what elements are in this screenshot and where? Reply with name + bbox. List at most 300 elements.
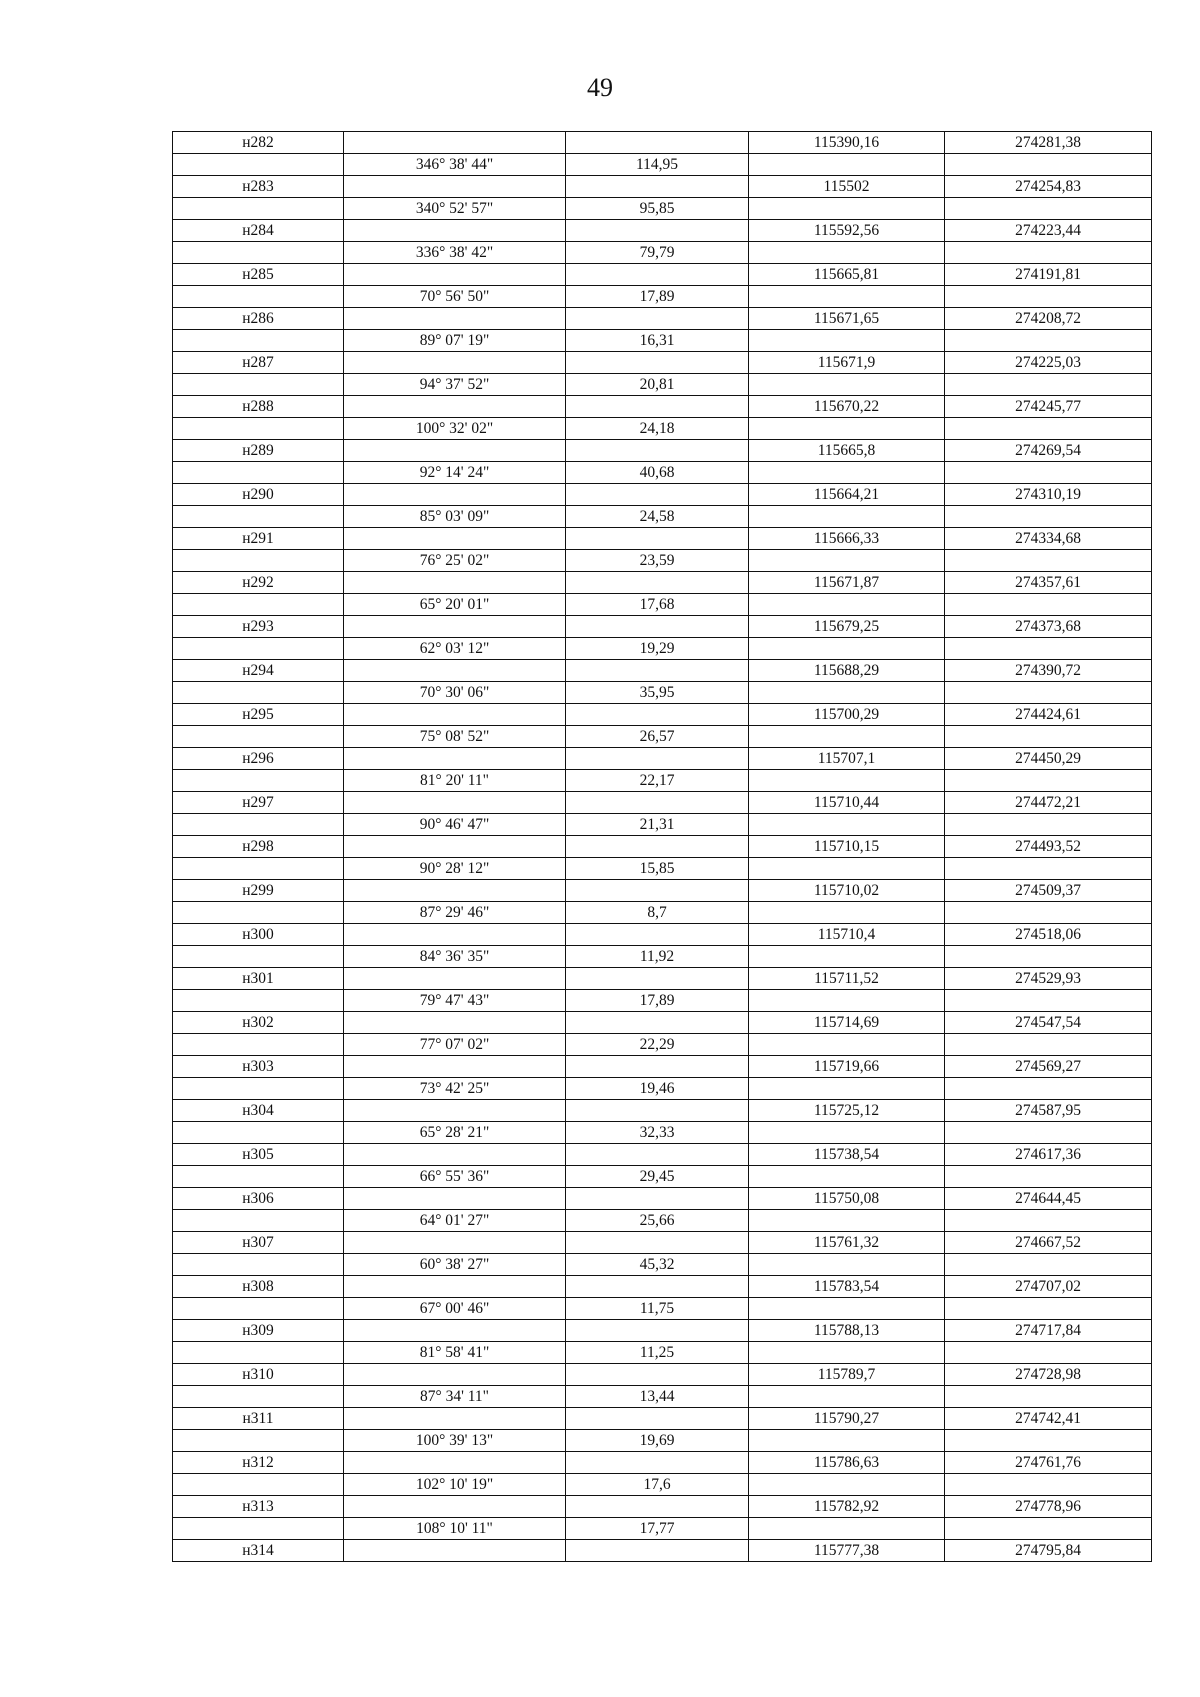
distance-cell: 22,17: [566, 770, 749, 792]
empty-cell: [749, 550, 945, 572]
empty-cell: [344, 1540, 566, 1562]
x-coordinate-cell: 115700,29: [749, 704, 945, 726]
empty-cell: [566, 1408, 749, 1430]
segment-row: [173, 1034, 1152, 1056]
point-row: [173, 1144, 1152, 1166]
direction-angle-cell: 346° 38' 44": [344, 154, 566, 176]
point-row: [173, 1320, 1152, 1342]
empty-cell: [173, 242, 344, 264]
empty-cell: [566, 572, 749, 594]
point-name-cell: н314: [173, 1540, 344, 1562]
empty-cell: [344, 1452, 566, 1474]
empty-cell: [566, 1056, 749, 1078]
empty-cell: [945, 1386, 1152, 1408]
point-row: [173, 924, 1152, 946]
y-coordinate-cell: 274518,06: [945, 924, 1152, 946]
direction-angle-cell: 70° 30' 06": [344, 682, 566, 704]
empty-cell: [344, 660, 566, 682]
empty-cell: [173, 902, 344, 924]
empty-cell: [566, 1276, 749, 1298]
empty-cell: [945, 990, 1152, 1012]
distance-cell: 22,29: [566, 1034, 749, 1056]
empty-cell: [173, 330, 344, 352]
empty-cell: [173, 1210, 344, 1232]
point-name-cell: н282: [173, 132, 344, 154]
x-coordinate-cell: 115761,32: [749, 1232, 945, 1254]
point-row: [173, 1188, 1152, 1210]
distance-cell: 26,57: [566, 726, 749, 748]
direction-angle-cell: 90° 28' 12": [344, 858, 566, 880]
x-coordinate-cell: 115710,4: [749, 924, 945, 946]
direction-angle-cell: 85° 03' 09": [344, 506, 566, 528]
empty-cell: [945, 1254, 1152, 1276]
y-coordinate-cell: 274587,95: [945, 1100, 1152, 1122]
empty-cell: [945, 462, 1152, 484]
empty-cell: [566, 1452, 749, 1474]
direction-angle-cell: 67° 00' 46": [344, 1298, 566, 1320]
direction-angle-cell: 77° 07' 02": [344, 1034, 566, 1056]
y-coordinate-cell: 274310,19: [945, 484, 1152, 506]
y-coordinate-cell: 274644,45: [945, 1188, 1152, 1210]
empty-cell: [566, 1496, 749, 1518]
segment-row: [173, 946, 1152, 968]
empty-cell: [344, 220, 566, 242]
point-row: [173, 704, 1152, 726]
empty-cell: [945, 682, 1152, 704]
empty-cell: [344, 440, 566, 462]
empty-cell: [344, 1012, 566, 1034]
point-row: [173, 440, 1152, 462]
empty-cell: [344, 176, 566, 198]
point-row: [173, 132, 1152, 154]
point-row: [173, 1276, 1152, 1298]
empty-cell: [945, 374, 1152, 396]
empty-cell: [945, 242, 1152, 264]
empty-cell: [344, 1276, 566, 1298]
empty-cell: [749, 594, 945, 616]
y-coordinate-cell: 274281,38: [945, 132, 1152, 154]
empty-cell: [173, 990, 344, 1012]
empty-cell: [749, 462, 945, 484]
empty-cell: [945, 858, 1152, 880]
point-name-cell: н313: [173, 1496, 344, 1518]
point-name-cell: н309: [173, 1320, 344, 1342]
segment-row: [173, 550, 1152, 572]
y-coordinate-cell: 274334,68: [945, 528, 1152, 550]
empty-cell: [344, 484, 566, 506]
empty-cell: [566, 660, 749, 682]
empty-cell: [173, 506, 344, 528]
point-name-cell: н301: [173, 968, 344, 990]
empty-cell: [749, 1430, 945, 1452]
x-coordinate-cell: 115710,02: [749, 880, 945, 902]
y-coordinate-cell: 274245,77: [945, 396, 1152, 418]
distance-cell: 17,6: [566, 1474, 749, 1496]
empty-cell: [749, 1342, 945, 1364]
empty-cell: [749, 198, 945, 220]
x-coordinate-cell: 115664,21: [749, 484, 945, 506]
empty-cell: [566, 704, 749, 726]
empty-cell: [344, 1496, 566, 1518]
distance-cell: 23,59: [566, 550, 749, 572]
distance-cell: 11,25: [566, 1342, 749, 1364]
empty-cell: [566, 1232, 749, 1254]
empty-cell: [749, 1078, 945, 1100]
segment-row: [173, 462, 1152, 484]
empty-cell: [566, 264, 749, 286]
empty-cell: [945, 1166, 1152, 1188]
empty-cell: [566, 1012, 749, 1034]
segment-row: [173, 1122, 1152, 1144]
empty-cell: [344, 1188, 566, 1210]
empty-cell: [173, 858, 344, 880]
empty-cell: [945, 814, 1152, 836]
empty-cell: [945, 550, 1152, 572]
distance-cell: 11,75: [566, 1298, 749, 1320]
empty-cell: [749, 1474, 945, 1496]
segment-row: [173, 594, 1152, 616]
distance-cell: 20,81: [566, 374, 749, 396]
point-name-cell: н289: [173, 440, 344, 462]
point-row: [173, 308, 1152, 330]
empty-cell: [945, 1430, 1152, 1452]
direction-angle-cell: 89° 07' 19": [344, 330, 566, 352]
point-name-cell: н283: [173, 176, 344, 198]
empty-cell: [566, 924, 749, 946]
direction-angle-cell: 92° 14' 24": [344, 462, 566, 484]
x-coordinate-cell: 115777,38: [749, 1540, 945, 1562]
x-coordinate-cell: 115390,16: [749, 132, 945, 154]
point-name-cell: н296: [173, 748, 344, 770]
empty-cell: [344, 616, 566, 638]
distance-cell: 19,29: [566, 638, 749, 660]
empty-cell: [344, 836, 566, 858]
empty-cell: [749, 286, 945, 308]
point-row: [173, 616, 1152, 638]
direction-angle-cell: 70° 56' 50": [344, 286, 566, 308]
empty-cell: [566, 1188, 749, 1210]
empty-cell: [566, 308, 749, 330]
point-name-cell: н292: [173, 572, 344, 594]
y-coordinate-cell: 274761,76: [945, 1452, 1152, 1474]
empty-cell: [945, 506, 1152, 528]
segment-row: [173, 154, 1152, 176]
x-coordinate-cell: 115786,63: [749, 1452, 945, 1474]
segment-row: [173, 330, 1152, 352]
direction-angle-cell: 87° 34' 11": [344, 1386, 566, 1408]
point-row: [173, 1452, 1152, 1474]
point-name-cell: н308: [173, 1276, 344, 1298]
empty-cell: [749, 770, 945, 792]
x-coordinate-cell: 115679,25: [749, 616, 945, 638]
empty-cell: [566, 880, 749, 902]
y-coordinate-cell: 274357,61: [945, 572, 1152, 594]
empty-cell: [173, 154, 344, 176]
distance-cell: 19,46: [566, 1078, 749, 1100]
segment-row: [173, 242, 1152, 264]
empty-cell: [945, 1298, 1152, 1320]
point-name-cell: н287: [173, 352, 344, 374]
distance-cell: 17,89: [566, 286, 749, 308]
empty-cell: [173, 1518, 344, 1540]
empty-cell: [749, 858, 945, 880]
y-coordinate-cell: 274728,98: [945, 1364, 1152, 1386]
x-coordinate-cell: 115671,65: [749, 308, 945, 330]
point-row: [173, 1540, 1152, 1562]
page-number: 49: [587, 73, 613, 102]
empty-cell: [566, 616, 749, 638]
point-name-cell: н293: [173, 616, 344, 638]
segment-row: [173, 902, 1152, 924]
empty-cell: [173, 814, 344, 836]
x-coordinate-cell: 115710,44: [749, 792, 945, 814]
empty-cell: [566, 528, 749, 550]
empty-cell: [945, 638, 1152, 660]
empty-cell: [945, 1342, 1152, 1364]
x-coordinate-cell: 115502: [749, 176, 945, 198]
empty-cell: [749, 506, 945, 528]
y-coordinate-cell: 274472,21: [945, 792, 1152, 814]
empty-cell: [344, 968, 566, 990]
segment-row: [173, 858, 1152, 880]
empty-cell: [344, 1056, 566, 1078]
empty-cell: [945, 770, 1152, 792]
y-coordinate-cell: 274424,61: [945, 704, 1152, 726]
empty-cell: [173, 1034, 344, 1056]
empty-cell: [173, 1386, 344, 1408]
x-coordinate-cell: 115783,54: [749, 1276, 945, 1298]
direction-angle-cell: 336° 38' 42": [344, 242, 566, 264]
y-coordinate-cell: 274450,29: [945, 748, 1152, 770]
point-name-cell: н302: [173, 1012, 344, 1034]
point-row: [173, 1012, 1152, 1034]
empty-cell: [344, 748, 566, 770]
x-coordinate-cell: 115670,22: [749, 396, 945, 418]
empty-cell: [173, 1430, 344, 1452]
direction-angle-cell: 60° 38' 27": [344, 1254, 566, 1276]
empty-cell: [749, 1518, 945, 1540]
direction-angle-cell: 75° 08' 52": [344, 726, 566, 748]
point-row: [173, 396, 1152, 418]
y-coordinate-cell: 274509,37: [945, 880, 1152, 902]
x-coordinate-cell: 115592,56: [749, 220, 945, 242]
distance-cell: 8,7: [566, 902, 749, 924]
empty-cell: [566, 1100, 749, 1122]
empty-cell: [945, 946, 1152, 968]
empty-cell: [749, 418, 945, 440]
empty-cell: [344, 264, 566, 286]
x-coordinate-cell: 115789,7: [749, 1364, 945, 1386]
empty-cell: [344, 1100, 566, 1122]
empty-cell: [749, 330, 945, 352]
empty-cell: [173, 1078, 344, 1100]
distance-cell: 19,69: [566, 1430, 749, 1452]
point-row: [173, 1496, 1152, 1518]
empty-cell: [173, 198, 344, 220]
point-row: [173, 1056, 1152, 1078]
x-coordinate-cell: 115750,08: [749, 1188, 945, 1210]
empty-cell: [749, 1254, 945, 1276]
empty-cell: [945, 902, 1152, 924]
empty-cell: [566, 1540, 749, 1562]
y-coordinate-cell: 274617,36: [945, 1144, 1152, 1166]
point-name-cell: н303: [173, 1056, 344, 1078]
segment-row: [173, 1254, 1152, 1276]
empty-cell: [749, 154, 945, 176]
direction-angle-cell: 102° 10' 19": [344, 1474, 566, 1496]
empty-cell: [173, 946, 344, 968]
point-row: [173, 220, 1152, 242]
x-coordinate-cell: 115671,87: [749, 572, 945, 594]
point-name-cell: н304: [173, 1100, 344, 1122]
direction-angle-cell: 94° 37' 52": [344, 374, 566, 396]
point-name-cell: н291: [173, 528, 344, 550]
y-coordinate-cell: 274225,03: [945, 352, 1152, 374]
x-coordinate-cell: 115782,92: [749, 1496, 945, 1518]
point-row: [173, 968, 1152, 990]
y-coordinate-cell: 274569,27: [945, 1056, 1152, 1078]
segment-row: [173, 1342, 1152, 1364]
empty-cell: [945, 1210, 1152, 1232]
empty-cell: [749, 1122, 945, 1144]
segment-row: [173, 1474, 1152, 1496]
point-row: [173, 1232, 1152, 1254]
empty-cell: [344, 308, 566, 330]
segment-row: [173, 990, 1152, 1012]
empty-cell: [749, 946, 945, 968]
coordinates-table: [172, 131, 1152, 1562]
direction-angle-cell: 65° 20' 01": [344, 594, 566, 616]
segment-row: [173, 814, 1152, 836]
empty-cell: [945, 594, 1152, 616]
direction-angle-cell: 73° 42' 25": [344, 1078, 566, 1100]
point-name-cell: н285: [173, 264, 344, 286]
distance-cell: 40,68: [566, 462, 749, 484]
direction-angle-cell: 64° 01' 27": [344, 1210, 566, 1232]
empty-cell: [749, 242, 945, 264]
direction-angle-cell: 108° 10' 11": [344, 1518, 566, 1540]
point-name-cell: н307: [173, 1232, 344, 1254]
point-row: [173, 880, 1152, 902]
y-coordinate-cell: 274667,52: [945, 1232, 1152, 1254]
empty-cell: [344, 704, 566, 726]
coordinates-table-body: [173, 132, 1152, 1562]
empty-cell: [173, 550, 344, 572]
empty-cell: [173, 1254, 344, 1276]
point-name-cell: н311: [173, 1408, 344, 1430]
y-coordinate-cell: 274493,52: [945, 836, 1152, 858]
direction-angle-cell: 84° 36' 35": [344, 946, 566, 968]
empty-cell: [173, 418, 344, 440]
point-name-cell: н286: [173, 308, 344, 330]
x-coordinate-cell: 115665,81: [749, 264, 945, 286]
point-row: [173, 484, 1152, 506]
empty-cell: [173, 770, 344, 792]
segment-row: [173, 1386, 1152, 1408]
empty-cell: [566, 792, 749, 814]
y-coordinate-cell: 274742,41: [945, 1408, 1152, 1430]
point-row: [173, 352, 1152, 374]
distance-cell: 24,18: [566, 418, 749, 440]
direction-angle-cell: 62° 03' 12": [344, 638, 566, 660]
y-coordinate-cell: 274707,02: [945, 1276, 1152, 1298]
point-name-cell: н298: [173, 836, 344, 858]
empty-cell: [344, 880, 566, 902]
empty-cell: [566, 440, 749, 462]
point-name-cell: н299: [173, 880, 344, 902]
empty-cell: [173, 1342, 344, 1364]
y-coordinate-cell: 274778,96: [945, 1496, 1152, 1518]
segment-row: [173, 1210, 1152, 1232]
segment-row: [173, 682, 1152, 704]
direction-angle-cell: 81° 58' 41": [344, 1342, 566, 1364]
distance-cell: 32,33: [566, 1122, 749, 1144]
empty-cell: [344, 352, 566, 374]
distance-cell: 35,95: [566, 682, 749, 704]
segment-row: [173, 770, 1152, 792]
empty-cell: [344, 396, 566, 418]
point-name-cell: н312: [173, 1452, 344, 1474]
empty-cell: [749, 1034, 945, 1056]
x-coordinate-cell: 115719,66: [749, 1056, 945, 1078]
point-row: [173, 748, 1152, 770]
point-name-cell: н305: [173, 1144, 344, 1166]
empty-cell: [566, 748, 749, 770]
empty-cell: [749, 990, 945, 1012]
direction-angle-cell: 76° 25' 02": [344, 550, 566, 572]
empty-cell: [749, 1386, 945, 1408]
empty-cell: [749, 1210, 945, 1232]
x-coordinate-cell: 115707,1: [749, 748, 945, 770]
segment-row: [173, 638, 1152, 660]
empty-cell: [566, 484, 749, 506]
point-row: [173, 836, 1152, 858]
direction-angle-cell: 87° 29' 46": [344, 902, 566, 924]
empty-cell: [945, 1122, 1152, 1144]
empty-cell: [173, 682, 344, 704]
empty-cell: [749, 726, 945, 748]
distance-cell: 16,31: [566, 330, 749, 352]
distance-cell: 17,77: [566, 1518, 749, 1540]
empty-cell: [173, 374, 344, 396]
segment-row: [173, 286, 1152, 308]
y-coordinate-cell: 274390,72: [945, 660, 1152, 682]
point-name-cell: н310: [173, 1364, 344, 1386]
x-coordinate-cell: 115738,54: [749, 1144, 945, 1166]
empty-cell: [344, 528, 566, 550]
x-coordinate-cell: 115710,15: [749, 836, 945, 858]
point-row: [173, 1408, 1152, 1430]
direction-angle-cell: 340° 52' 57": [344, 198, 566, 220]
x-coordinate-cell: 115665,8: [749, 440, 945, 462]
y-coordinate-cell: 274795,84: [945, 1540, 1152, 1562]
point-row: [173, 660, 1152, 682]
segment-row: [173, 1298, 1152, 1320]
y-coordinate-cell: 274191,81: [945, 264, 1152, 286]
segment-row: [173, 1430, 1152, 1452]
empty-cell: [749, 374, 945, 396]
distance-cell: 25,66: [566, 1210, 749, 1232]
empty-cell: [945, 1078, 1152, 1100]
empty-cell: [566, 1320, 749, 1342]
point-name-cell: н288: [173, 396, 344, 418]
segment-row: [173, 374, 1152, 396]
point-name-cell: н290: [173, 484, 344, 506]
segment-row: [173, 726, 1152, 748]
point-row: [173, 1364, 1152, 1386]
point-name-cell: н294: [173, 660, 344, 682]
empty-cell: [566, 836, 749, 858]
